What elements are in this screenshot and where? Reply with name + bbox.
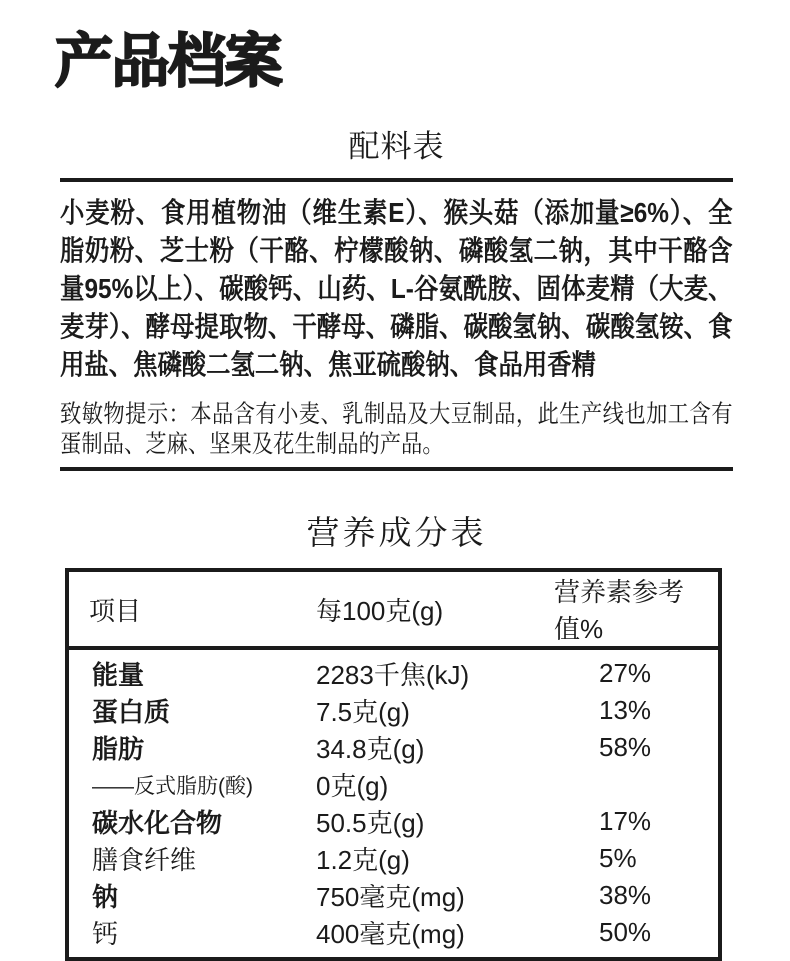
nutrient-nrv: 5% xyxy=(599,843,637,873)
ingredients-divider-bottom xyxy=(60,467,733,471)
nutrition-row xyxy=(67,729,720,766)
ingredients-heading: 配料表 xyxy=(348,129,445,164)
nutrient-amount: 2283千焦(kJ) xyxy=(316,660,470,690)
nutrition-table xyxy=(65,568,722,961)
nutrient-nrv: 17% xyxy=(599,806,652,836)
nutrition-header-row xyxy=(67,570,720,648)
content-area xyxy=(60,131,733,961)
nutrition-row-subitem xyxy=(67,766,720,803)
nutrition-row xyxy=(67,877,720,914)
nutrient-nrv xyxy=(554,766,720,803)
nutrition-row xyxy=(67,840,720,877)
ingredients-block xyxy=(60,194,733,460)
nutrient-name: ——反式脂肪(酸) xyxy=(92,774,253,798)
nutrient-nrv: 38% xyxy=(599,880,652,910)
nutrition-row xyxy=(67,803,720,840)
nutrient-nrv: 27% xyxy=(599,658,652,688)
nutrition-header-per100g: 每100克(g) xyxy=(316,570,554,648)
nutrition-row xyxy=(67,648,720,692)
nutrition-header-item: 项目 xyxy=(67,570,316,648)
nutrient-amount: 50.5克(g) xyxy=(316,808,425,838)
nutrient-amount: 400毫克(mg) xyxy=(316,919,465,949)
nutrient-nrv: 58% xyxy=(599,732,652,762)
nutrient-name: 膳食纤维 xyxy=(92,845,197,875)
nutrition-header-nrv: 营养素参考值% xyxy=(554,570,720,648)
nutrient-amount: 7.5克(g) xyxy=(316,697,410,727)
nutrient-amount: 34.8克(g) xyxy=(316,734,425,764)
nutrient-nrv: 50% xyxy=(599,917,652,947)
nutrient-amount: 1.2克(g) xyxy=(316,845,410,875)
nutrient-name: 能量 xyxy=(92,660,145,690)
page-title: 产品档案 xyxy=(55,29,282,94)
ingredients-text: 小麦粉、食用植物油（维生素E）、猴头菇（添加量≥6%）、全脂奶粉、芝士粉（干酪、柠檬酸钠、磷酸氢二钠，其中干酪含量95%以上）、碳酸钙、山药、L-谷氨酰胺、固体麦精（大麦、麦芽）、酵母提取物、干酵母、磷脂、碳酸氢钠、碳酸氢铵、食用盐、焦磷酸二氢二钠、焦亚硫酸钠、食品用香精 xyxy=(60,197,733,380)
allergen-notice: 致敏物提示：本品含有小麦、乳制品及大豆制品，此生产线也加工含有蛋制品、芝麻、坚果及花生制品的产品。 xyxy=(60,401,733,458)
nutrient-amount: 750毫克(mg) xyxy=(316,882,465,912)
ingredients-divider-top xyxy=(60,178,733,182)
nutrient-nrv: 13% xyxy=(599,695,652,725)
nutrient-name: 钠 xyxy=(92,882,119,912)
nutrient-name: 蛋白质 xyxy=(92,697,171,727)
nutrient-name: 钙 xyxy=(92,919,119,949)
nutrition-row xyxy=(67,914,720,959)
nutrient-name: 碳水化合物 xyxy=(92,808,223,838)
nutrition-row xyxy=(67,692,720,729)
nutrient-amount: 0克(g) xyxy=(316,771,389,801)
nutrition-heading: 营养成分表 xyxy=(306,514,487,551)
nutrient-name: 脂肪 xyxy=(92,734,145,764)
